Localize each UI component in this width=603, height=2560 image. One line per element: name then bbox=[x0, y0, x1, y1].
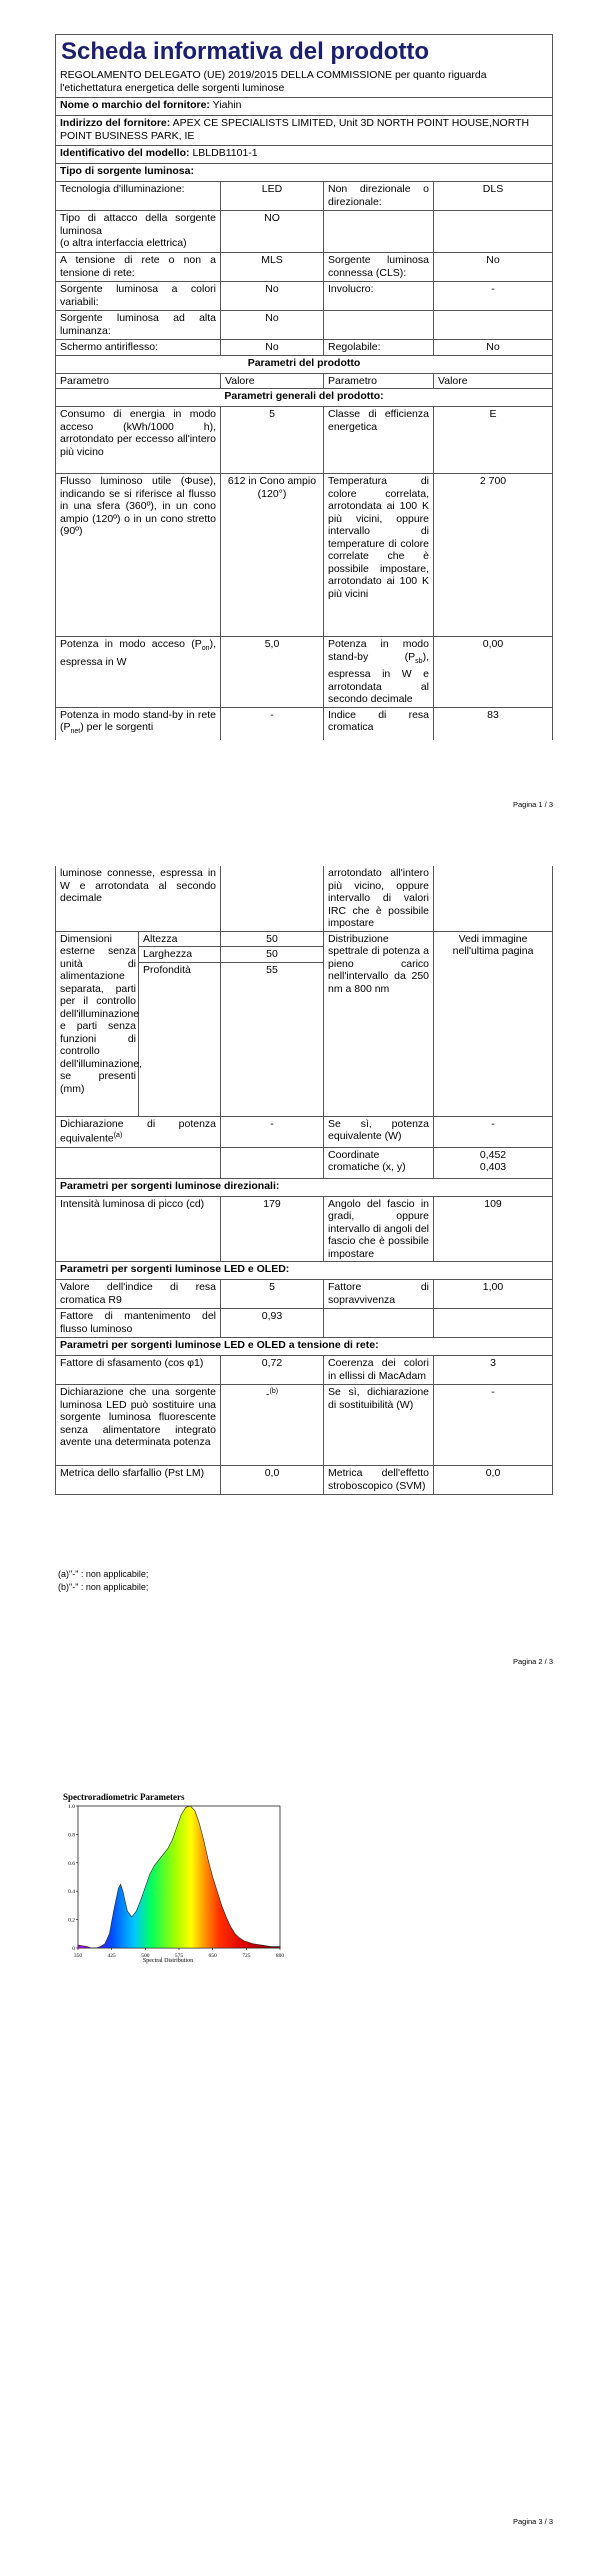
cri-label-part-2: arrotondato all'intero più vicino, oppure intervallo di valori IRC che è possibile impostare bbox=[324, 866, 434, 931]
x-tick-label: 500 bbox=[141, 1953, 150, 1959]
supplier-name-row bbox=[56, 98, 553, 116]
efficiency-class-value: E bbox=[434, 407, 553, 474]
spectral-distribution-label: Distribuzione spettrale di potenza a pieno carico nell'intervallo da 250 nm a 800 nm bbox=[324, 931, 434, 1116]
directional-heading: Parametri per sorgenti luminose direzionali: bbox=[56, 1178, 553, 1196]
macadam-label: Coerenza dei colori in ellissi di MacAdam bbox=[324, 1356, 434, 1385]
peak-intensity-label: Intensità luminosa di picco (cd) bbox=[56, 1196, 221, 1262]
cri-label-part-1: Indice di resa cromatica bbox=[324, 707, 434, 740]
net-standby-label-part-2: luminose connesse, espressa in W e arrotondata al secondo decimale bbox=[56, 866, 221, 931]
equivalent-watt-label: Se sì, potenza equivalente (W) bbox=[324, 1116, 434, 1147]
col-header-param-2: Parametro bbox=[324, 373, 434, 389]
col-header-value-1: Valore bbox=[221, 373, 324, 389]
dimmable-label: Regolabile: bbox=[324, 340, 434, 356]
y-tick-label: 0.4 bbox=[68, 1889, 75, 1896]
y-tick-label: 0.8 bbox=[68, 1832, 75, 1839]
product-table-continued bbox=[55, 866, 552, 1495]
useful-flux-label: Flusso luminoso utile (Φuse), indicando se si riferisce al flusso in una sfera (360º), in un cono ampio (120º) o in un cono stretto (90º) bbox=[56, 474, 221, 637]
energy-consumption-value: 5 bbox=[221, 407, 324, 474]
model-row bbox=[56, 146, 553, 164]
supplier-address-row bbox=[56, 116, 553, 146]
efficiency-class-label: Classe di efficienza energetica bbox=[324, 407, 434, 474]
directional-value: DLS bbox=[434, 182, 553, 211]
connected-label: Sorgente luminosa connessa (CLS): bbox=[324, 253, 434, 282]
r9-label: Valore dell'indice di resa cromatica R9 bbox=[56, 1280, 221, 1309]
source-type-heading: Tipo di sorgente luminosa: bbox=[56, 164, 553, 182]
supplier-address: APEX CE SPECIALISTS LIMITED, Unit 3D NORTH POINT HOUSE,NORTH POINT BUSINESS PARK, IE bbox=[60, 117, 530, 142]
beam-angle-value: 109 bbox=[434, 1196, 553, 1262]
equivalent-power-label: Dichiarazione di potenza equivalente$^{(a)}$ bbox=[56, 1116, 221, 1147]
spectral-distribution-chart bbox=[55, 1788, 305, 1968]
depth-label: Profondità bbox=[139, 962, 221, 1116]
envelope-value: - bbox=[434, 282, 553, 311]
x-tick-label: 350 bbox=[73, 1953, 83, 1959]
mains-label: A tensione di rete o non a tensione di rete: bbox=[56, 253, 221, 282]
model-label: Identificativo del modello: bbox=[60, 147, 190, 159]
y-tick-label: 1.0 bbox=[68, 1804, 75, 1810]
height-value: 50 bbox=[221, 931, 324, 947]
spectral-distribution-value: Vedi immagine nell'ultima pagina bbox=[434, 931, 553, 1116]
chart-x-label: Spectral Distribution bbox=[142, 1958, 194, 1964]
page-number-2: Pagina 2 / 3 bbox=[512, 1657, 553, 1666]
supplier-name-label: Nome o marchio del fornitore: bbox=[60, 99, 210, 111]
supplier-name: Yiahin bbox=[212, 99, 242, 111]
connected-value: No bbox=[434, 253, 553, 282]
replacement-claim-value: - bbox=[434, 1385, 553, 1466]
cap-type-label: Tipo di attacco della sorgente luminosa (o altra interfaccia elettrica) bbox=[56, 211, 221, 253]
x-tick-label: 725 bbox=[242, 1953, 251, 1959]
document-title: Scheda informativa del prodotto bbox=[61, 38, 430, 65]
envelope-label: Involucro: bbox=[324, 282, 434, 311]
product-params-heading: Parametri del prodotto bbox=[56, 355, 553, 373]
led-oled-heading: Parametri per sorgenti luminose LED e OLED: bbox=[56, 1262, 553, 1280]
flicker-metric-label: Metrica dello sfarfallio (Pst LM) bbox=[56, 1466, 221, 1495]
flicker-metric-value: 0,0 bbox=[221, 1466, 324, 1495]
col-header-param-1: Parametro bbox=[56, 373, 221, 389]
product-info-sheet bbox=[55, 34, 552, 740]
technology-value: LED bbox=[221, 182, 324, 211]
anti-glare-value: No bbox=[221, 340, 324, 356]
product-table-part-2 bbox=[55, 866, 553, 1495]
equivalent-watt-value: - bbox=[434, 1116, 553, 1147]
model-id: LBLDB1101-1 bbox=[192, 147, 258, 159]
net-standby-value: - bbox=[221, 707, 324, 740]
y-tick-label: 0.6 bbox=[68, 1860, 75, 1867]
equivalent-power-value: - bbox=[221, 1116, 324, 1147]
on-mode-power-value: 5,0 bbox=[221, 637, 324, 708]
mains-value: MLS bbox=[221, 253, 324, 282]
y-tick-label: 0.2 bbox=[68, 1917, 75, 1924]
lumen-maintenance-label: Fattore di mantenimento del flusso luminoso bbox=[56, 1309, 221, 1338]
page-3 bbox=[0, 1700, 603, 2560]
displacement-factor-label: Fattore di sfasamento (cos φ1) bbox=[56, 1356, 221, 1385]
page-1 bbox=[0, 0, 603, 840]
colour-tunable-value: No bbox=[221, 282, 324, 311]
useful-flux-value: 612 in Cono ampio (120°) bbox=[221, 474, 324, 637]
technology-label: Tecnologia d'illuminazione: bbox=[56, 182, 221, 211]
high-luminance-label: Sorgente luminosa ad alta luminanza: bbox=[56, 311, 221, 340]
width-value: 50 bbox=[221, 947, 324, 963]
standby-power-label: Potenza in modo stand-by $(P_{sb})$, espressa in W e arrotondata al secondo decimale bbox=[324, 637, 434, 708]
on-mode-power-label: Potenza in modo acceso $(P_{on})$, espressa in W bbox=[56, 637, 221, 708]
net-standby-label-part-1: Potenza in modo stand-by in rete $(P_{net})$ per le sorgenti bbox=[56, 707, 221, 740]
footnotes bbox=[58, 1568, 148, 1594]
supplier-address-label: Indirizzo del fornitore: bbox=[60, 117, 171, 129]
cri-value: 83 bbox=[434, 707, 553, 740]
directional-label: Non direzionale o direzionale: bbox=[324, 182, 434, 211]
x-tick-label: 800 bbox=[275, 1953, 285, 1959]
peak-intensity-value: 179 bbox=[221, 1196, 324, 1262]
fluorescent-replacement-label: Dichiarazione che una sorgente luminosa LED può sostituire una sorgente luminosa fluorescente senza alimentatore integrato avente una determinata potenza bbox=[56, 1385, 221, 1466]
survival-factor-value: 1,00 bbox=[434, 1280, 553, 1309]
page-number-1: Pagina 1 / 3 bbox=[512, 800, 553, 809]
cct-value: 2 700 bbox=[434, 474, 553, 637]
width-label: Larghezza bbox=[139, 947, 221, 963]
survival-factor-label: Fattore di sopravvivenza bbox=[324, 1280, 434, 1309]
lumen-maintenance-value: 0,93 bbox=[221, 1309, 324, 1338]
r9-value: 5 bbox=[221, 1280, 324, 1309]
replacement-claim-label: Se sì, dichiarazione di sostituibilità (W) bbox=[324, 1385, 434, 1466]
chromaticity-value: 0,452 0,403 bbox=[434, 1147, 553, 1178]
dimensions-label: Dimensioni esterne senza unità di alimentazione separata, parti per il controllo dell'illuminazione e parti senza funzioni di controllo dell'illuminazione, se presenti (mm) bbox=[56, 931, 139, 1116]
footnote-a: (a)"-" : non applicabile; bbox=[58, 1569, 149, 1579]
colour-tunable-label: Sorgente luminosa a colori variabili: bbox=[56, 282, 221, 311]
page-number-3: Pagina 3 / 3 bbox=[512, 2517, 553, 2526]
cap-type-value: NO bbox=[221, 211, 324, 253]
high-luminance-value: No bbox=[221, 311, 324, 340]
anti-glare-label: Schermo antiriflesso: bbox=[56, 340, 221, 356]
x-tick-label: 575 bbox=[174, 1953, 184, 1959]
chart-title: Spectroradiometric Parameters bbox=[63, 1792, 185, 1802]
stroboscopic-metric-value: 0,0 bbox=[434, 1466, 553, 1495]
energy-consumption-label: Consumo di energia in modo acceso (kWh/1000 h), arrotondato per eccesso all'intero più vicino bbox=[56, 407, 221, 474]
x-tick-label: 425 bbox=[107, 1953, 116, 1959]
macadam-value: 3 bbox=[434, 1356, 553, 1385]
page-2 bbox=[0, 840, 603, 1700]
col-header-value-2: Valore bbox=[434, 373, 553, 389]
fluorescent-replacement-value: -$^{(b)}$ bbox=[221, 1385, 324, 1466]
displacement-factor-value: 0,72 bbox=[221, 1356, 324, 1385]
regulation-text: REGOLAMENTO DELEGATO (UE) 2019/2015 DELLA COMMISSIONE per quanto riguarda l'etichettatura energetica delle sorgenti luminose bbox=[56, 69, 553, 98]
y-tick-label: 0 bbox=[72, 1946, 75, 1952]
footnote-b: (b)"-" : non applicabile; bbox=[58, 1582, 149, 1592]
height-label: Altezza bbox=[139, 931, 221, 947]
spectral-power-area bbox=[78, 1806, 280, 1948]
stroboscopic-metric-label: Metrica dell'effetto stroboscopico (SVM) bbox=[324, 1466, 434, 1495]
dimmable-value: No bbox=[434, 340, 553, 356]
x-tick-label: 650 bbox=[208, 1953, 217, 1959]
cct-label: Temperatura di colore correlata, arrotondata ai 100 K più vicini, oppure intervallo di temperature di colore correlate che è possibile impostare, arrotondato ai 100 K più vicini bbox=[324, 474, 434, 637]
depth-value: 55 bbox=[221, 962, 324, 1116]
beam-angle-label: Angolo del fascio in gradi, oppure intervallo di angoli del fascio che è possibile impostare bbox=[324, 1196, 434, 1262]
product-table-part-1 bbox=[55, 34, 553, 740]
general-params-heading: Parametri generali del prodotto: bbox=[56, 389, 553, 407]
led-mains-heading: Parametri per sorgenti luminose LED e OLED a tensione di rete: bbox=[56, 1338, 553, 1356]
chromaticity-label: Coordinate cromatiche (x, y) bbox=[324, 1147, 434, 1178]
standby-power-value: 0,00 bbox=[434, 637, 553, 708]
